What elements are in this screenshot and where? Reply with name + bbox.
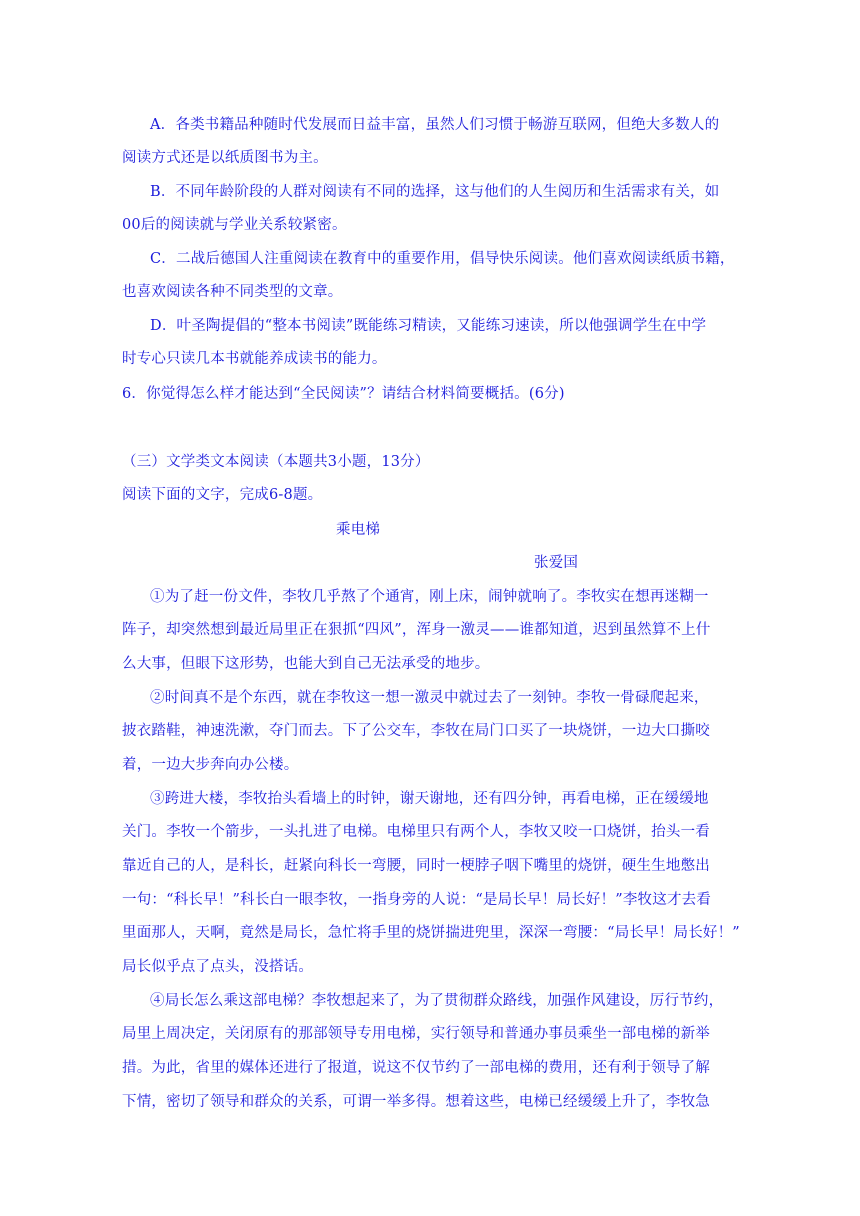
option-d-line-2: 时专心只读几本书就能养成读书的能力。 — [122, 351, 387, 367]
paragraph-1-line-1: ①为了赶一份文件，李牧几乎熬了个通宵，刚上床，闹钟就响了。李牧实在想再迷糊一 — [150, 589, 709, 605]
paragraph-3-line-4: 一句：“科长早！”科长白一眼李牧，一指身旁的人说：“是局长早！局长好！”李牧这才去看 — [122, 892, 712, 908]
option-c-line-1: C．二战后德国人注重阅读在教育中的重要作用，倡导快乐阅读。他们喜欢阅读纸质书籍， — [150, 251, 735, 267]
paragraph-2-line-2: 披衣踏鞋，神速洗漱，夺门而去。下了公交车，李牧在局门口买了一块烧饼，一边大口撕咬 — [122, 723, 710, 739]
option-d-line-1: D．叶圣陶提倡的“整本书阅读”既能练习精读，又能练习速读，所以他强调学生在中学 — [150, 318, 707, 334]
paragraph-1-line-3: 么大事，但眼下这形势，也能大到自己无法承受的地步。 — [122, 656, 490, 672]
passage-author: 张爱国 — [534, 555, 579, 571]
question-6: 6．你觉得怎么样才能达到“全民阅读”？请结合材料简要概括。(6分) — [122, 386, 565, 402]
reading-instruction: 阅读下面的文字，完成6-8题。 — [122, 487, 323, 503]
option-b-line-1: B．不同年龄阶段的人群对阅读有不同的选择，这与他们的人生阅历和生活需求有关，如 — [150, 184, 720, 200]
paragraph-2-line-3: 着，一边大步奔向办公楼。 — [122, 757, 299, 773]
paragraph-3-line-5: 里面那人，天啊，竟然是局长，急忙将手里的烧饼揣进兜里，深深一弯腰：“局长早！局长好！” — [122, 925, 740, 941]
option-a-line-1: A．各类书籍品种随时代发展而日益丰富，虽然人们习惯于畅游互联网，但绝大多数人的 — [150, 117, 720, 133]
paragraph-4-line-4: 下情，密切了领导和群众的关系，可谓一举多得。想着这些，电梯已经缓缓上升了，李牧急 — [122, 1094, 710, 1110]
paragraph-4-line-1: ④局长怎么乘这部电梯？李牧想起来了，为了贯彻群众路线，加强作风建设，厉行节约， — [150, 993, 724, 1009]
paragraph-3-line-1: ③跨进大楼，李牧抬头看墙上的时钟，谢天谢地，还有四分钟，再看电梯，正在缓缓地 — [150, 791, 709, 807]
paragraph-3-line-3: 靠近自己的人，是科长，赶紧向科长一弯腰，同时一梗脖子咽下嘴里的烧饼，硬生生地憋出 — [122, 858, 710, 874]
paragraph-3-line-2: 关门。李牧一个箭步，一头扎进了电梯。电梯里只有两个人，李牧又咬一口烧饼，抬头一看 — [122, 824, 710, 840]
paragraph-1-line-2: 阵子，却突然想到最近局里正在狠抓“四风”，浑身一激灵——谁都知道，迟到虽然算不上什 — [122, 622, 711, 638]
option-c-line-2: 也喜欢阅读各种不同类型的文章。 — [122, 284, 343, 300]
option-a-line-2: 阅读方式还是以纸质图书为主。 — [122, 150, 328, 166]
paragraph-4-line-3: 措。为此，省里的媒体还进行了报道，说这不仅节约了一部电梯的费用，还有利于领导了解 — [122, 1060, 710, 1076]
passage-title: 乘电梯 — [336, 522, 381, 538]
paragraph-4-line-2: 局里上周决定，关闭原有的那部领导专用电梯，实行领导和普通办事员乘坐一部电梯的新举 — [122, 1026, 710, 1042]
paragraph-3-line-6: 局长似乎点了点头，没搭话。 — [122, 959, 314, 975]
option-b-line-2: 00后的阅读就与学业关系较紧密。 — [122, 217, 347, 233]
section-heading: （三）文学类文本阅读（本题共3小题，13分） — [122, 454, 430, 470]
paragraph-2-line-1: ②时间真不是个东西，就在李牧这一想一激灵中就过去了一刻钟。李牧一骨碌爬起来， — [150, 690, 709, 706]
